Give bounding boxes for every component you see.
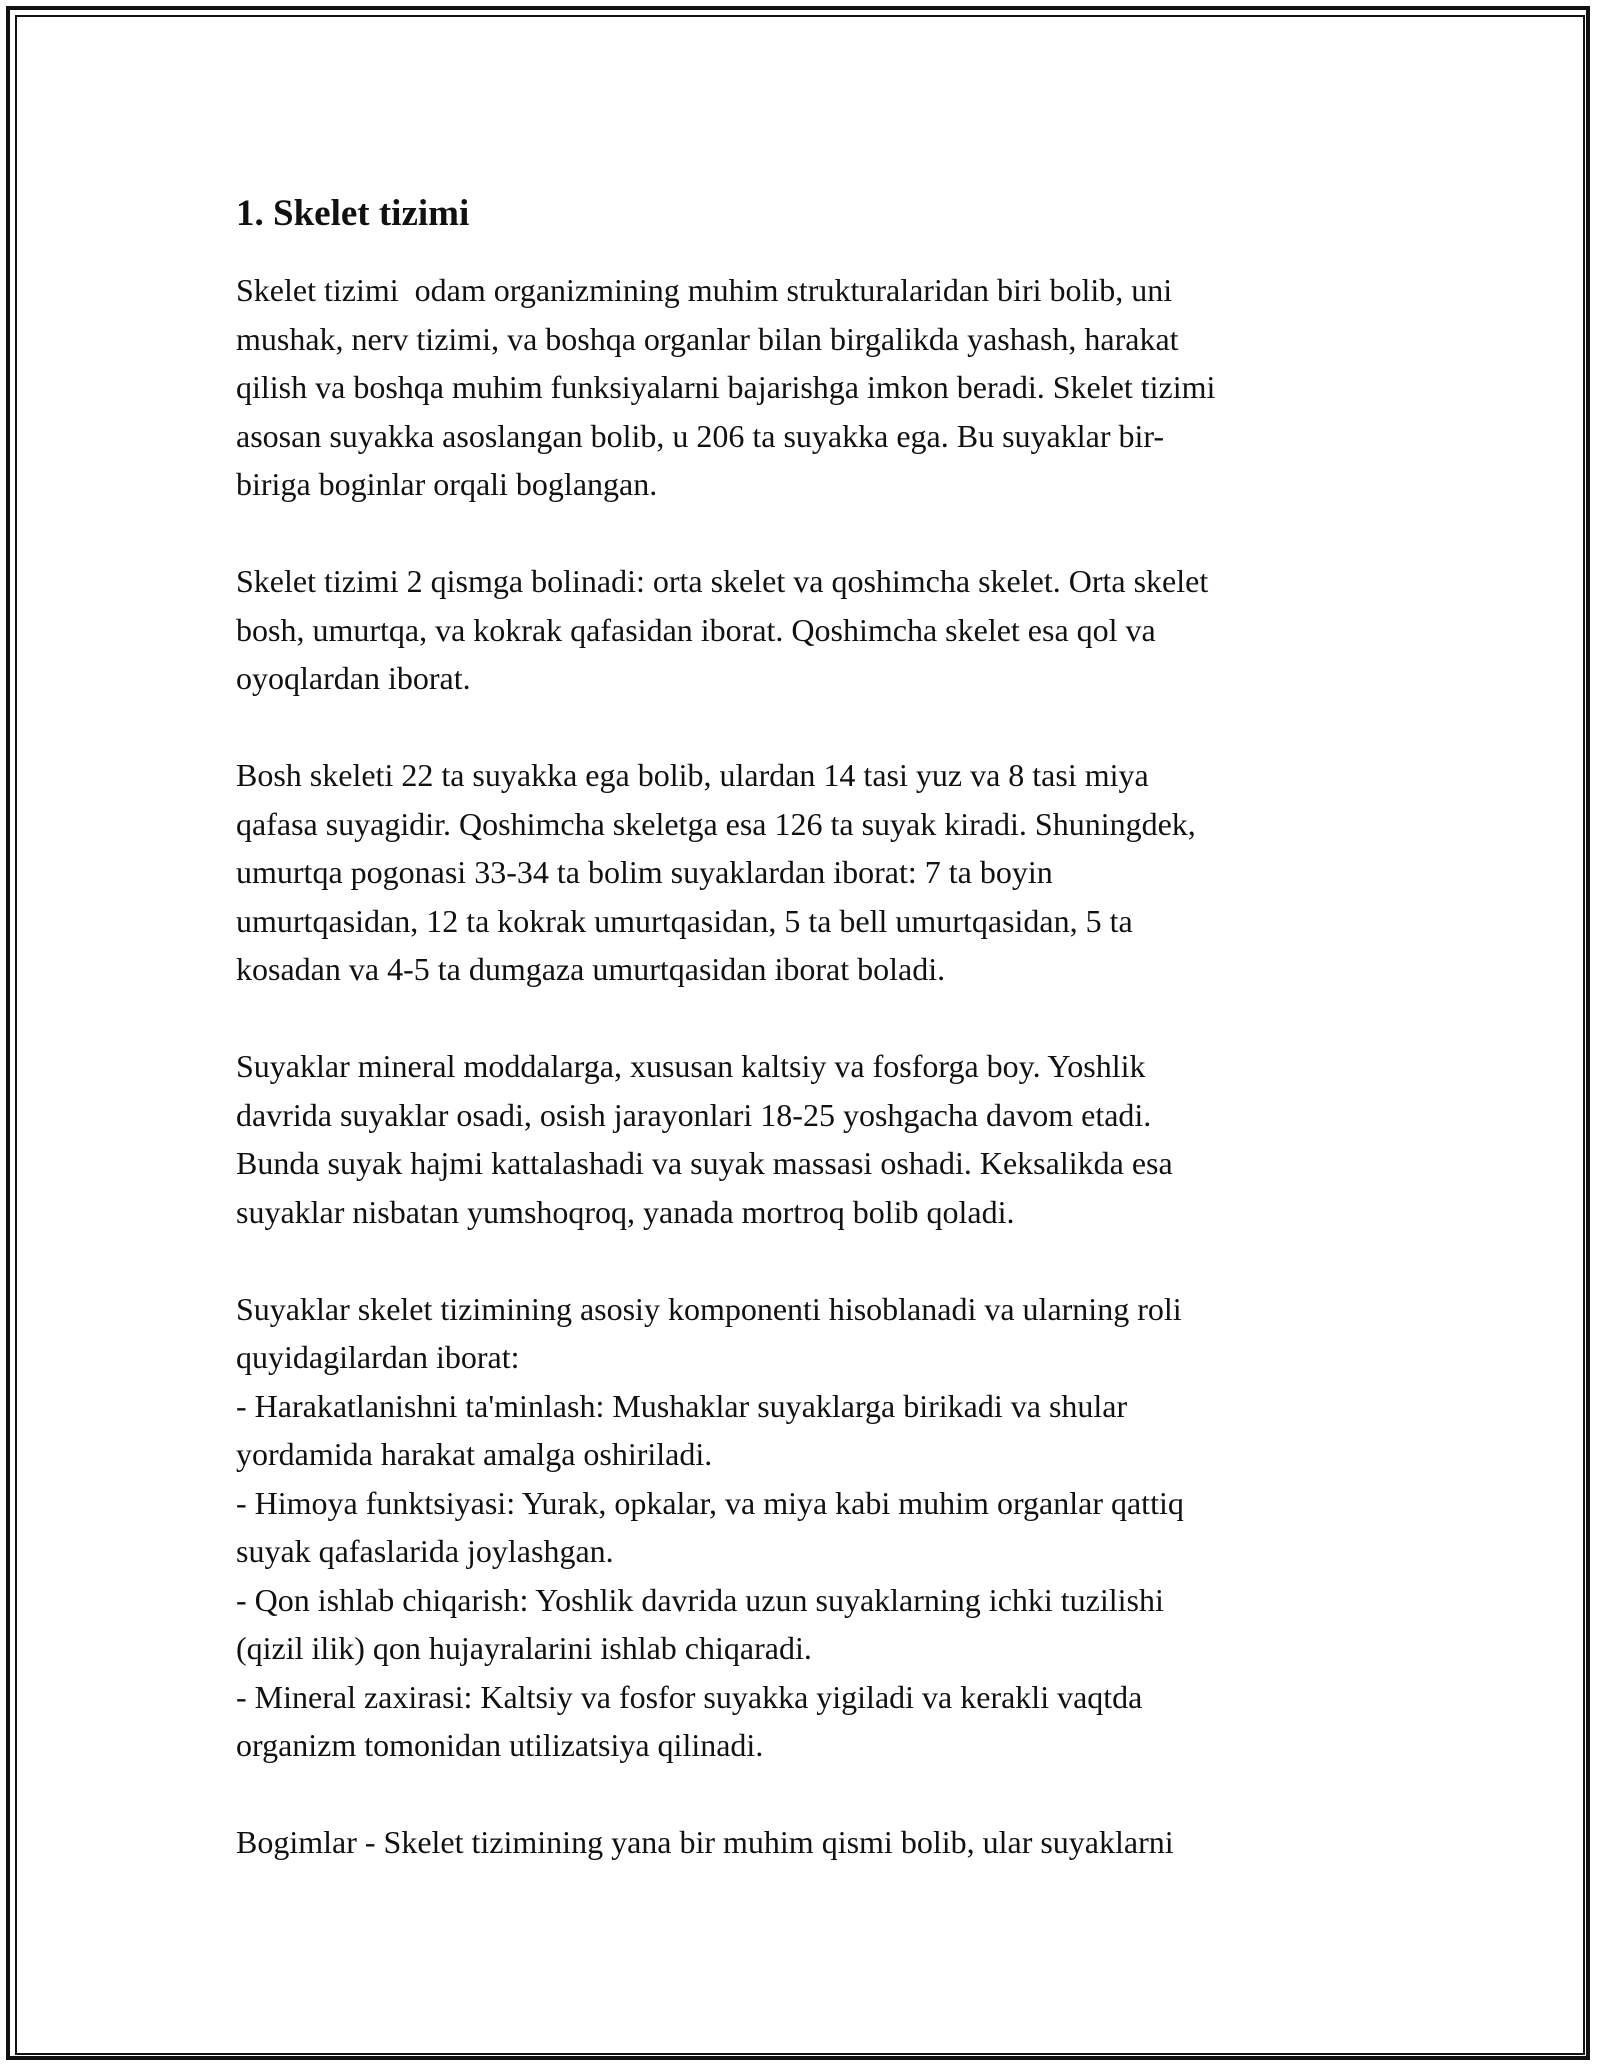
- text-line: Bosh skeleti 22 ta suyakka ega bolib, ulardan 14 tasi yuz va 8 tasi miya: [236, 757, 1149, 793]
- text-line: biriga boginlar orqali boglangan.: [236, 466, 658, 502]
- text-line: Suyaklar skelet tizimining asosiy komponenti hisoblanadi va ularning roli: [236, 1290, 1182, 1327]
- list-item-line: - Harakatlanishni ta'minlash: Mushaklar suyaklarga birikadi va shular: [236, 1387, 1128, 1424]
- text-line: Skelet tizimi 2 qismga bolinadi: orta skelet va qoshimcha skelet. Orta skelet: [236, 563, 1209, 599]
- text-line: Skelet tizimi odam organizmining muhim strukturalaridan biri bolib, uni: [236, 272, 1173, 308]
- text-line: davrida suyaklar osadi, osish jarayonlari 18-25 yoshgacha davom etadi.: [236, 1096, 1152, 1133]
- text-line: Suyaklar mineral moddalarga, xususan kaltsiy va fosforga boy. Yoshlik: [236, 1048, 1146, 1084]
- text-line: mushak, nerv tizimi, va boshqa organlar bilan birgalikda yashash, harakat: [236, 320, 1179, 357]
- section-heading: 1. Skelet tizimi: [236, 193, 470, 234]
- text-line: umurtqasidan, 12 ta kokrak umurtqasidan, 5 ta bell umurtqasidan, 5 ta: [236, 902, 1133, 939]
- paragraph-head-skeleton: [236, 751, 1376, 994]
- document-body: [236, 190, 1376, 1915]
- list-item-line: suyak qafaslarida joylashgan.: [236, 1533, 614, 1569]
- text-line: asosan suyakka asoslangan bolib, u 206 ta suyakka ega. Bu suyaklar bir-: [236, 417, 1165, 454]
- paragraph-intro: [236, 266, 1376, 509]
- list-item-line: (qizil ilik) qon hujayralarini ishlab chiqaradi.: [236, 1630, 812, 1666]
- text-line: Bogimlar - Skelet tizimining yana bir muhim qismi bolib, ular suyaklarni: [236, 1824, 1174, 1860]
- list-item-line: organizm tomonidan utilizatsiya qilinadi.: [236, 1727, 764, 1763]
- text-line: Bunda suyak hajmi kattalashadi va suyak massasi oshadi. Keksalikda esa: [236, 1145, 1173, 1181]
- text-line: kosadan va 4-5 ta dumgaza umurtqasidan iborat boladi.: [236, 951, 946, 987]
- list-item-line: - Qon ishlab chiqarish: Yoshlik davrida uzun suyaklarning ichki tuzilishi: [236, 1581, 1164, 1618]
- paragraph-joints: [236, 1818, 1376, 1867]
- paragraph-bone-minerals: [236, 1042, 1376, 1236]
- list-item-line: - Himoya funktsiyasi: Yurak, opkalar, va miya kabi muhim organlar qattiq: [236, 1484, 1184, 1521]
- list-item-line: yordamida harakat amalga oshiriladi.: [236, 1436, 713, 1472]
- paragraph-skeleton-parts: [236, 557, 1376, 703]
- text-line: bosh, umurtqa, va kokrak qafasidan iborat. Qoshimcha skelet esa qol va: [236, 611, 1156, 648]
- text-line: umurtqa pogonasi 33-34 ta bolim suyaklardan iborat: 7 ta boyin: [236, 854, 1053, 890]
- text-line: qafasa suyagidir. Qoshimcha skeletga esa 126 ta suyak kiradi. Shuningdek,: [236, 805, 1196, 842]
- text-line: quyidagilardan iborat:: [236, 1339, 520, 1375]
- text-line: qilish va boshqa muhim funksiyalarni bajarishga imkon beradi. Skelet tizimi: [236, 369, 1216, 405]
- list-item-line: - Mineral zaxirasi: Kaltsiy va fosfor suyakka yigiladi va kerakli vaqtda: [236, 1678, 1143, 1715]
- text-line: suyaklar nisbatan yumshoqroq, yanada mortroq bolib qoladi.: [236, 1193, 1015, 1230]
- text-line: oyoqlardan iborat.: [236, 660, 471, 696]
- paragraph-bone-roles: [236, 1285, 1376, 1770]
